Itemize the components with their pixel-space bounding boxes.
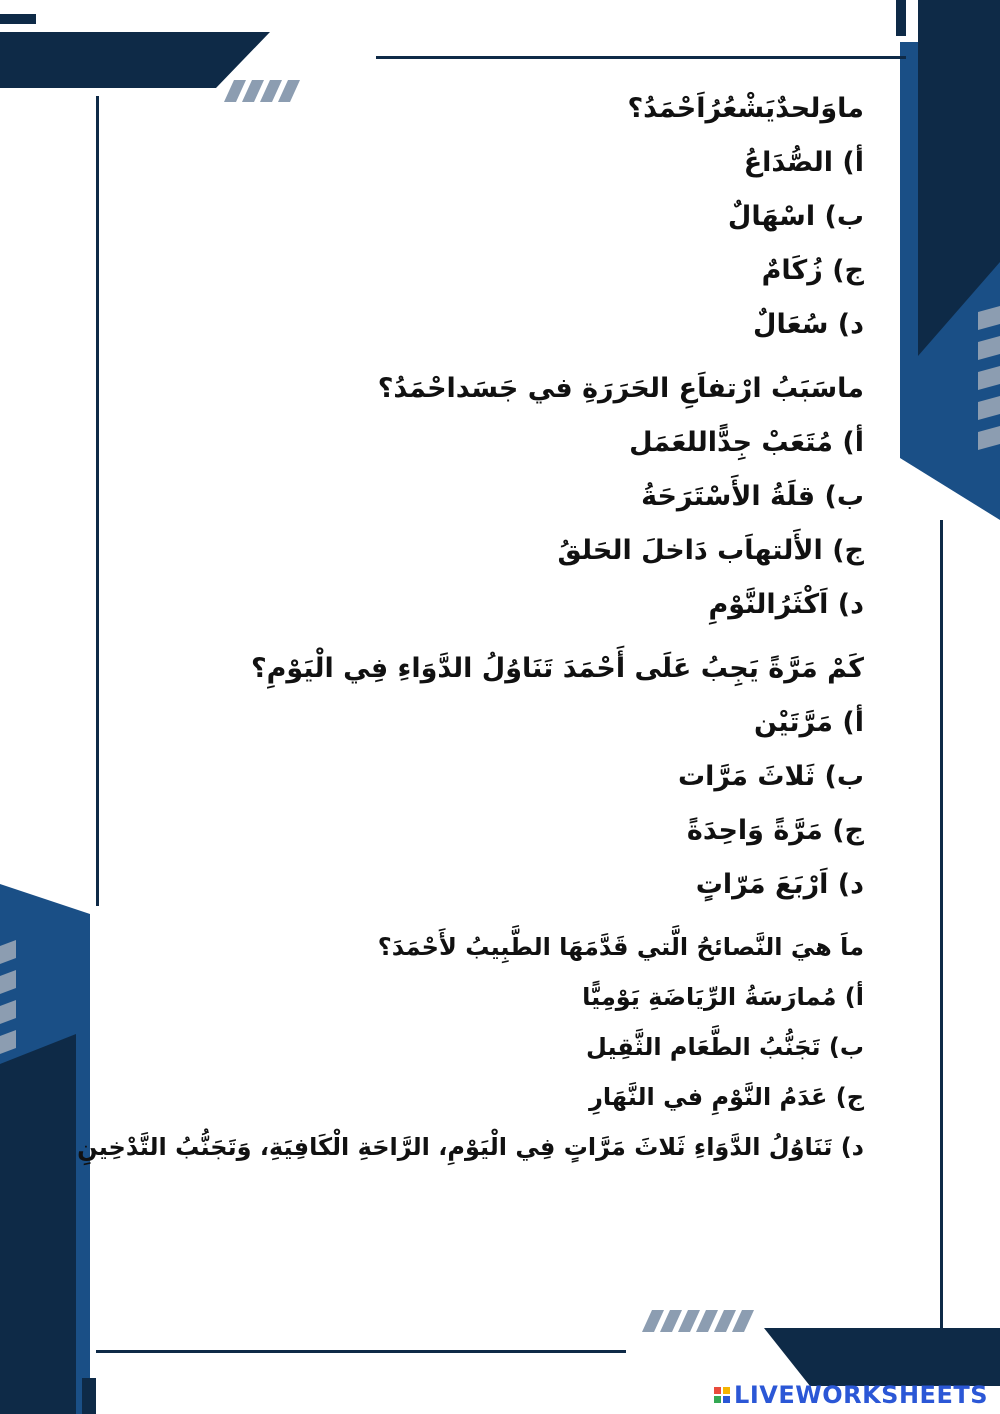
question-1-option-b: ب) اسْهَالٌ	[727, 201, 864, 232]
question-3-option-d: د) اَرْبَعَ مَرّاتٍ	[695, 869, 864, 900]
question-block-2	[84, 362, 864, 632]
question-3-option-c: ج) مَرَّةً وَاحِدَةً	[686, 815, 864, 846]
question-4-option-b: ب) تَجَنُّبُ الطَّعَام الثَّقِيل	[586, 1033, 864, 1061]
frame-line-top	[376, 56, 906, 59]
question-3-option-a: أ) مَرَّتَيْن	[754, 707, 864, 738]
question-2-option-d: د) اَكْثَرُالنَّوْمِ	[708, 589, 864, 620]
question-1-option-d: د) سُعَالٌ	[753, 309, 864, 340]
worksheet-content	[77, 82, 864, 1182]
question-1-text: ماوَلحدٌيَشْعُرُاَحْمَدُ؟	[627, 93, 864, 124]
question-4-option-d: د) تَنَاوُلُ الدَّوَاءِ ثَلاثَ مَرَّاتٍ فِي الْيَوْمِ، الرَّاحَةِ الْكَافِيَةِ، وَتَجَنُّبُ التَّدْخِينِ	[77, 1133, 864, 1161]
question-block-1	[84, 82, 864, 352]
question-4-option-c: ج) عَدَمُ النَّوْمِ في النَّهَارِ	[589, 1083, 864, 1111]
liveworksheets-logo-icon	[714, 1387, 730, 1403]
frame-line-bottom	[96, 1350, 626, 1353]
question-1-option-c: ج) زُكَامٌ	[761, 255, 864, 286]
question-2-option-a: أ) مُتَعَبْ جِدًّاللعَمَل	[629, 427, 864, 458]
top-right-decoration	[890, 0, 1000, 530]
question-1-option-a: أ) الصُّدَاعُ	[743, 147, 864, 178]
question-2-option-b: ب) قلَةُ الأَسْتَرَحَةُ	[641, 481, 864, 512]
liveworksheets-wordmark: LIVEWORKSHEETS	[734, 1381, 988, 1409]
question-3-option-b: ب) ثَلاثَ مَرَّات	[678, 761, 864, 792]
question-2-option-c: ج) الأَلتهاَب دَاخلَ الحَلقُ	[557, 535, 864, 566]
question-block-4	[77, 922, 864, 1172]
frame-line-right	[940, 520, 943, 1340]
question-4-text: ماَ هيَ النَّصائحُ الَّتي قَدَّمَهَا الطَّبِيبُ لأَحْمَدَ؟	[377, 933, 864, 961]
question-2-text: ماسَبَبُ ارْتفاَعِ الحَرَرَةِ في جَسَداحْمَدُ؟	[377, 373, 864, 404]
question-3-text: كَمْ مَرَّةً يَجِبُ عَلَى أَحْمَدَ تَنَاوُلُ الدَّوَاءِ فِي الْيَوْمِ؟	[250, 653, 864, 684]
question-block-3	[84, 642, 864, 912]
question-4-option-a: أ) مُمارَسَةُ الرِّيَاضَةِ يَوْمِيًّا	[582, 983, 864, 1011]
liveworksheets-branding	[714, 1382, 988, 1408]
